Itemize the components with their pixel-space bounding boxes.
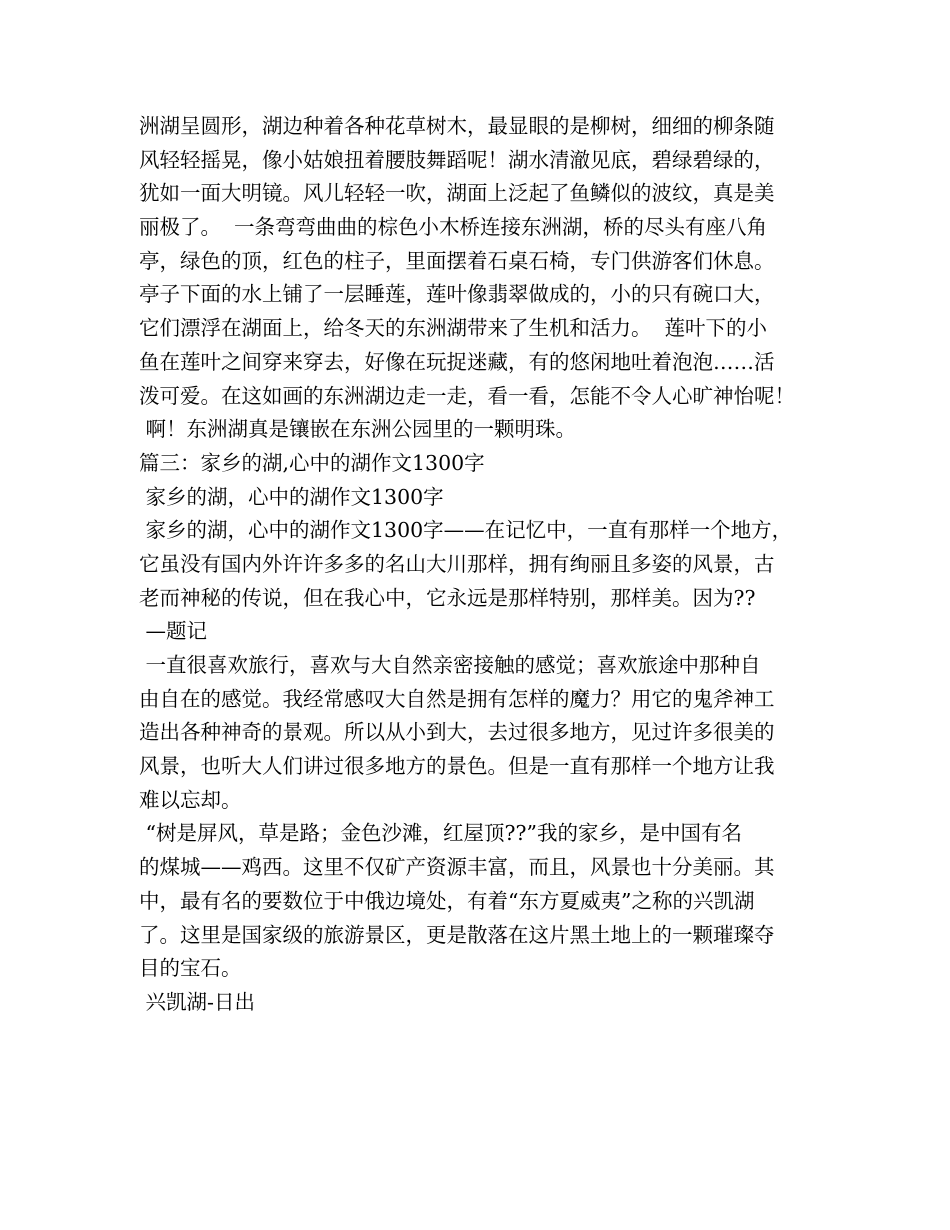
text-line: 丽极了。 一条弯弯曲曲的棕色小木桥连接东洲湖，桥的尽头有座八角 xyxy=(139,215,768,240)
text-line: 造出各种神奇的景观。所以从小到大，去过很多地方，见过许多很美的 xyxy=(139,720,775,745)
text-line: 风景，也听大人们讲过很多地方的景色。但是一直有那样一个地方让我 xyxy=(139,754,775,779)
text-line: 中，最有名的要数位于中俄边境处，有着“东方夏威夷”之称的兴凯湖 xyxy=(139,888,755,913)
text-line: 风轻轻摇晃，像小姑娘扭着腰肢舞蹈呢！湖水清澈见底，碧绿碧绿的， xyxy=(139,147,775,172)
text-line: 泼可爱。在这如画的东洲湖边走一走，看一看，怎能不令人心旷神怡呢！ xyxy=(139,383,795,408)
subheading: 兴凯湖-日出 xyxy=(139,989,255,1014)
body-text xyxy=(139,110,839,1020)
text-line: 难以忘却。 xyxy=(139,787,242,812)
epigraph-label: —题记 xyxy=(139,619,208,644)
text-line: “树是屏风，草是路；金色沙滩，红屋顶??”我的家乡，是中国有名 xyxy=(139,821,742,846)
text-line: 它虽没有国内外许许多多的名山大川那样，拥有绚丽且多姿的风景，古 xyxy=(139,551,775,576)
text-line: 亭，绿色的顶，红色的柱子，里面摆着石桌石椅，专门供游客们休息。 xyxy=(139,248,775,273)
text-line: 家乡的湖，心中的湖作文1300字——在记忆中，一直有那样一个地方， xyxy=(139,518,793,543)
text-line: 啊！东洲湖真是镶嵌在东洲公园里的一颗明珠。 xyxy=(139,417,577,442)
text-line: 洲湖呈圆形，湖边种着各种花草树木，最显眼的是柳树，细细的柳条随 xyxy=(139,114,775,138)
text-line: 由自在的感觉。我经常感叹大自然是拥有怎样的魔力？用它的鬼斧神工 xyxy=(139,686,775,711)
text-line: 目的宝石。 xyxy=(139,956,242,981)
text-line: 它们漂浮在湖面上，给冬天的东洲湖带来了生机和活力。 莲叶下的小 xyxy=(139,316,768,341)
text-line: 犹如一面大明镜。风儿轻轻一吹，湖面上泛起了鱼鳞似的波纹，真是美 xyxy=(139,181,775,206)
text-line: 一直很喜欢旅行，喜欢与大自然亲密接触的感觉；喜欢旅途中那种自 xyxy=(139,653,761,677)
text-line: 老而神秘的传说，但在我心中，它永远是那样特别，那样美。因为?? xyxy=(139,585,756,610)
article-title: 家乡的湖，心中的湖作文1300字 xyxy=(139,484,444,509)
text-line: 亭子下面的水上铺了一层睡莲，莲叶像翡翠做成的，小的只有碗口大， xyxy=(139,282,775,307)
text-line: 鱼在莲叶之间穿来穿去，好像在玩捉迷藏，有的悠闲地吐着泡泡……活 xyxy=(139,349,775,374)
text-line: 了。这里是国家级的旅游景区，更是散落在这片黑土地上的一颗璀璨夺 xyxy=(139,922,775,947)
text-line: 的煤城——鸡西。这里不仅矿产资源丰富，而且，风景也十分美丽。其 xyxy=(139,855,775,880)
section-heading: 篇三：家乡的湖,心中的湖作文1300字 xyxy=(139,450,485,475)
